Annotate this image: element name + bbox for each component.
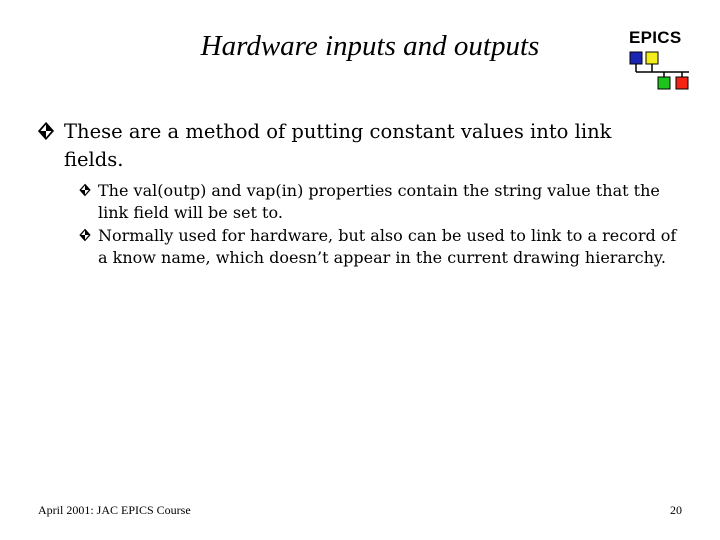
epics-logo (622, 28, 694, 92)
footer-course-label: April 2001: JAC EPICS Course (38, 503, 191, 517)
sub-bullet-text: The val(outp) and vap(in) properties contain the string value that the link field will be set to. (98, 181, 660, 222)
sub-bullet-list (78, 180, 698, 270)
logo-square-red (676, 77, 688, 89)
diamond-bullet-icon (78, 228, 92, 242)
sub-bullet-item (78, 225, 698, 269)
sub-bullet-text: Normally used for hardware, but also can be used to link to a record of a know name, which doesn’t appear in the current drawing hierarchy. (98, 226, 677, 267)
page-number: 20 (670, 503, 682, 517)
logo-square-blue (630, 52, 642, 64)
sub-bullet-item (78, 180, 698, 224)
diamond-bullet-icon (36, 121, 56, 141)
bullet-item-level1 (36, 118, 686, 174)
epics-network-icon (622, 50, 694, 92)
logo-connector-lines (636, 60, 689, 78)
diamond-bullet-icon (78, 183, 92, 197)
epics-logo-text: EPICS (629, 28, 682, 47)
slide-title: Hardware inputs and outputs (200, 30, 540, 62)
bullet-text: These are a method of putting constant values into link fields. (64, 120, 612, 171)
logo-square-green (658, 77, 670, 89)
logo-square-yellow (646, 52, 658, 64)
